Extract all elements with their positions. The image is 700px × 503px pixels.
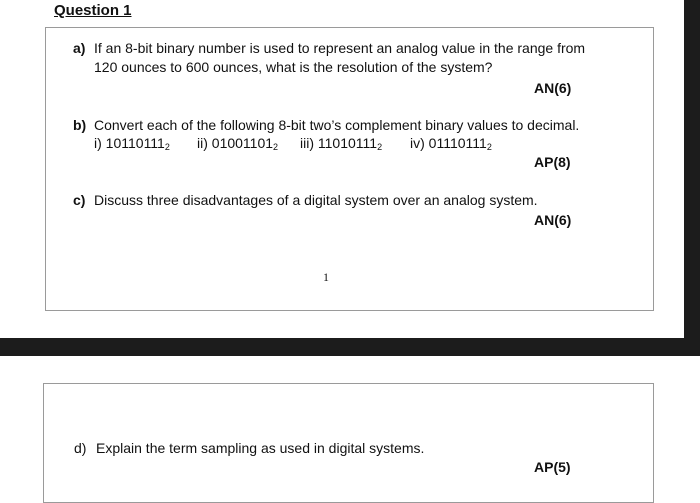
part-a-label: a): [73, 40, 86, 56]
part-d-label: d): [74, 440, 87, 456]
question-title: Question 1: [54, 2, 132, 19]
part-a-line2: 120 ounces to 600 ounces, what is the resolution of the system?: [94, 59, 493, 75]
part-b-marks: AP(8): [534, 154, 571, 170]
part-d-line1: Explain the term sampling as used in digital systems.: [96, 440, 425, 456]
part-b-item-3: iii) $11010111_2$: [300, 135, 383, 152]
part-b-item-2: ii) $01001101_2$: [197, 135, 279, 152]
part-b-item-1: i) $10110111_2$: [94, 135, 170, 152]
part-a-marks: AN(6): [534, 80, 572, 96]
part-c-line1: Discuss three disadvantages of a digital system over an analog system.: [94, 192, 538, 208]
right-edge-shadow: [684, 0, 700, 338]
part-b-line1: Convert each of the following 8-bit two’s complement binary values to decimal.: [94, 117, 580, 133]
page-2: [16, 356, 684, 488]
page-number: 1: [323, 270, 329, 284]
page-gap: [0, 338, 700, 356]
part-b-item-4: iv) $01110111_2$: [410, 135, 492, 152]
part-b-label: b): [73, 117, 87, 133]
part-a-line1: If an 8-bit binary number is used to represent an analog value in the range from: [94, 40, 586, 56]
part-c-label: c): [73, 192, 86, 208]
part-c-marks: AN(6): [534, 212, 572, 228]
part-d-marks: AP(5): [534, 459, 571, 475]
